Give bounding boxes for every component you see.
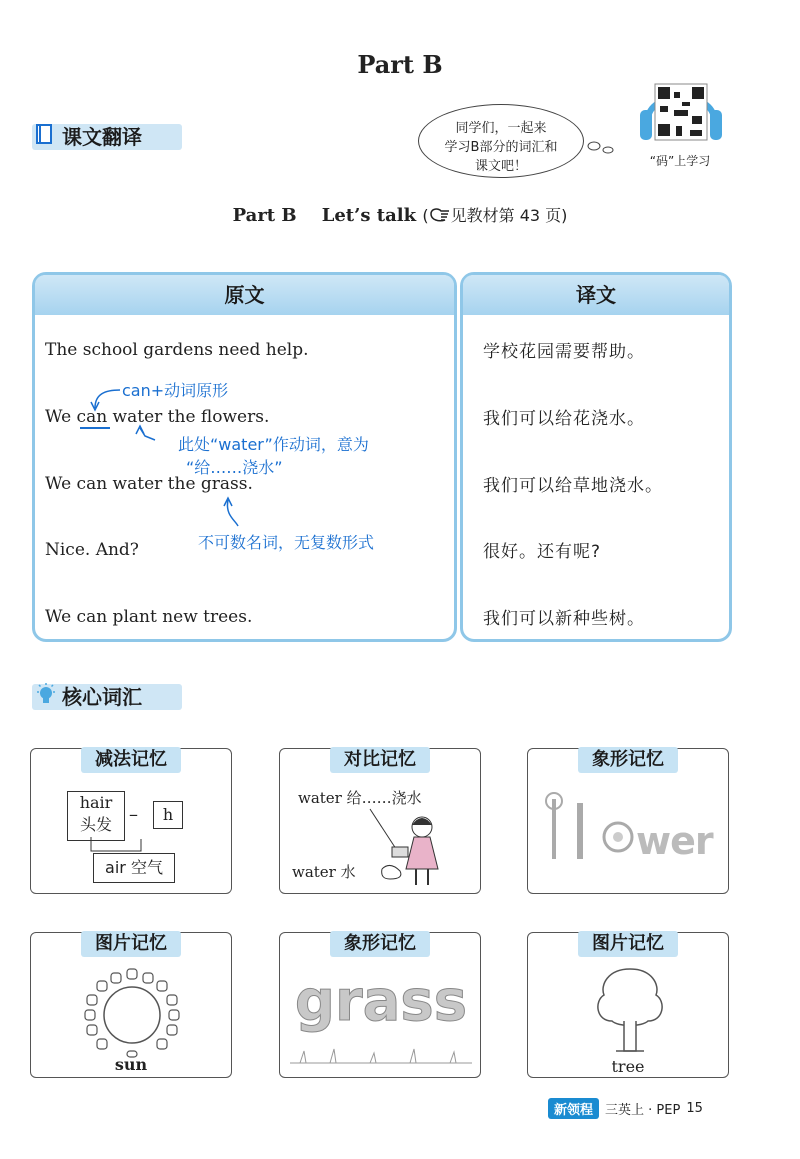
book-label: 三英上 · PEP <box>605 1103 681 1118</box>
talk-title: Let’s talk <box>321 205 417 226</box>
page-title: Part B <box>357 50 443 79</box>
word-tree: tree <box>611 1057 645 1076</box>
card-label: 象形记忆 <box>330 931 430 957</box>
card-label: 减法记忆 <box>81 747 181 773</box>
girl-watering-icon <box>360 805 470 889</box>
english-sentence: We can water the grass. <box>45 474 253 494</box>
note-water-2: “给……浇水” <box>186 458 283 477</box>
pointing-hand-icon <box>429 205 451 223</box>
chinese-sentence: 学校花园需要帮助。 <box>483 342 645 362</box>
vocab-card-hair <box>30 748 232 894</box>
section-header-vocabulary <box>32 678 192 712</box>
vocab-card-flower <box>527 748 729 894</box>
chinese-sentence: 我们可以给草地浇水。 <box>483 476 663 496</box>
translation-panel <box>460 272 732 642</box>
qr-label: “码”上学习 <box>649 154 711 168</box>
card-label: 象形记忆 <box>578 747 678 773</box>
sun-icon <box>77 967 187 1059</box>
chinese-sentence: 我们可以新种些树。 <box>483 609 645 629</box>
lets-talk-heading <box>0 203 800 226</box>
grass-pictogram-word: grass <box>294 969 468 1034</box>
bubble-tail-icon <box>586 138 616 158</box>
textbook-reference: 见教材第 43 页) <box>450 206 568 225</box>
word-hair: hair <box>79 793 113 812</box>
bubble-line: 同学们，一起来 <box>455 121 547 136</box>
bubble-line: 学习B部分的词汇和 <box>444 140 558 155</box>
note-water-1: 此处“water”作动词，意为 <box>178 435 369 454</box>
tree-icon <box>590 965 670 1057</box>
water-noun: water 水 <box>292 863 356 881</box>
ref-open: ( <box>422 206 429 225</box>
translation-header: 译文 <box>463 275 729 315</box>
english-sentence: The school gardens need help. <box>45 340 309 360</box>
note-can: can+动词原形 <box>122 381 229 400</box>
word-sun: sun <box>114 1055 148 1074</box>
letter-h-box: h <box>153 801 183 829</box>
english-sentence: We can plant new trees. <box>45 607 253 627</box>
original-header: 原文 <box>35 275 454 315</box>
speech-bubble <box>418 104 584 178</box>
note-grass: 不可数名词，无复数形式 <box>198 533 375 552</box>
vocab-card-grass <box>279 932 481 1078</box>
page-number: 15 <box>686 1101 703 1116</box>
vocab-card-tree <box>527 932 729 1078</box>
card-label: 图片记忆 <box>578 931 678 957</box>
page-footer <box>548 1098 703 1119</box>
hair-box <box>67 791 125 841</box>
card-label: 对比记忆 <box>330 747 430 773</box>
part-label: Part B <box>232 205 297 226</box>
water-verb: water 给……浇水 <box>298 789 422 807</box>
brand-badge: 新领程 <box>548 1098 599 1119</box>
chinese-sentence: 很好。还有呢? <box>483 542 602 562</box>
section-title: 核心词汇 <box>62 684 142 709</box>
air-box: air 空气 <box>93 853 175 883</box>
minus-sign: – <box>129 804 138 825</box>
bubble-line: 课文吧！ <box>474 159 527 174</box>
lightbulb-icon <box>34 682 58 706</box>
word-hair-zh: 头发 <box>79 815 112 834</box>
english-sentence: Nice. And? <box>45 540 139 560</box>
vocab-card-sun <box>30 932 232 1078</box>
book-icon <box>34 122 58 146</box>
flower-word-fragment: wer <box>636 819 713 863</box>
section-header-translation <box>32 118 192 152</box>
chinese-sentence: 我们可以给花浇水。 <box>483 409 645 429</box>
section-title: 课文翻译 <box>62 124 142 149</box>
vocab-card-water <box>279 748 481 894</box>
card-label: 图片记忆 <box>81 931 181 957</box>
english-sentence: We can water the flowers. <box>45 407 270 427</box>
grass-icon <box>290 1043 472 1067</box>
